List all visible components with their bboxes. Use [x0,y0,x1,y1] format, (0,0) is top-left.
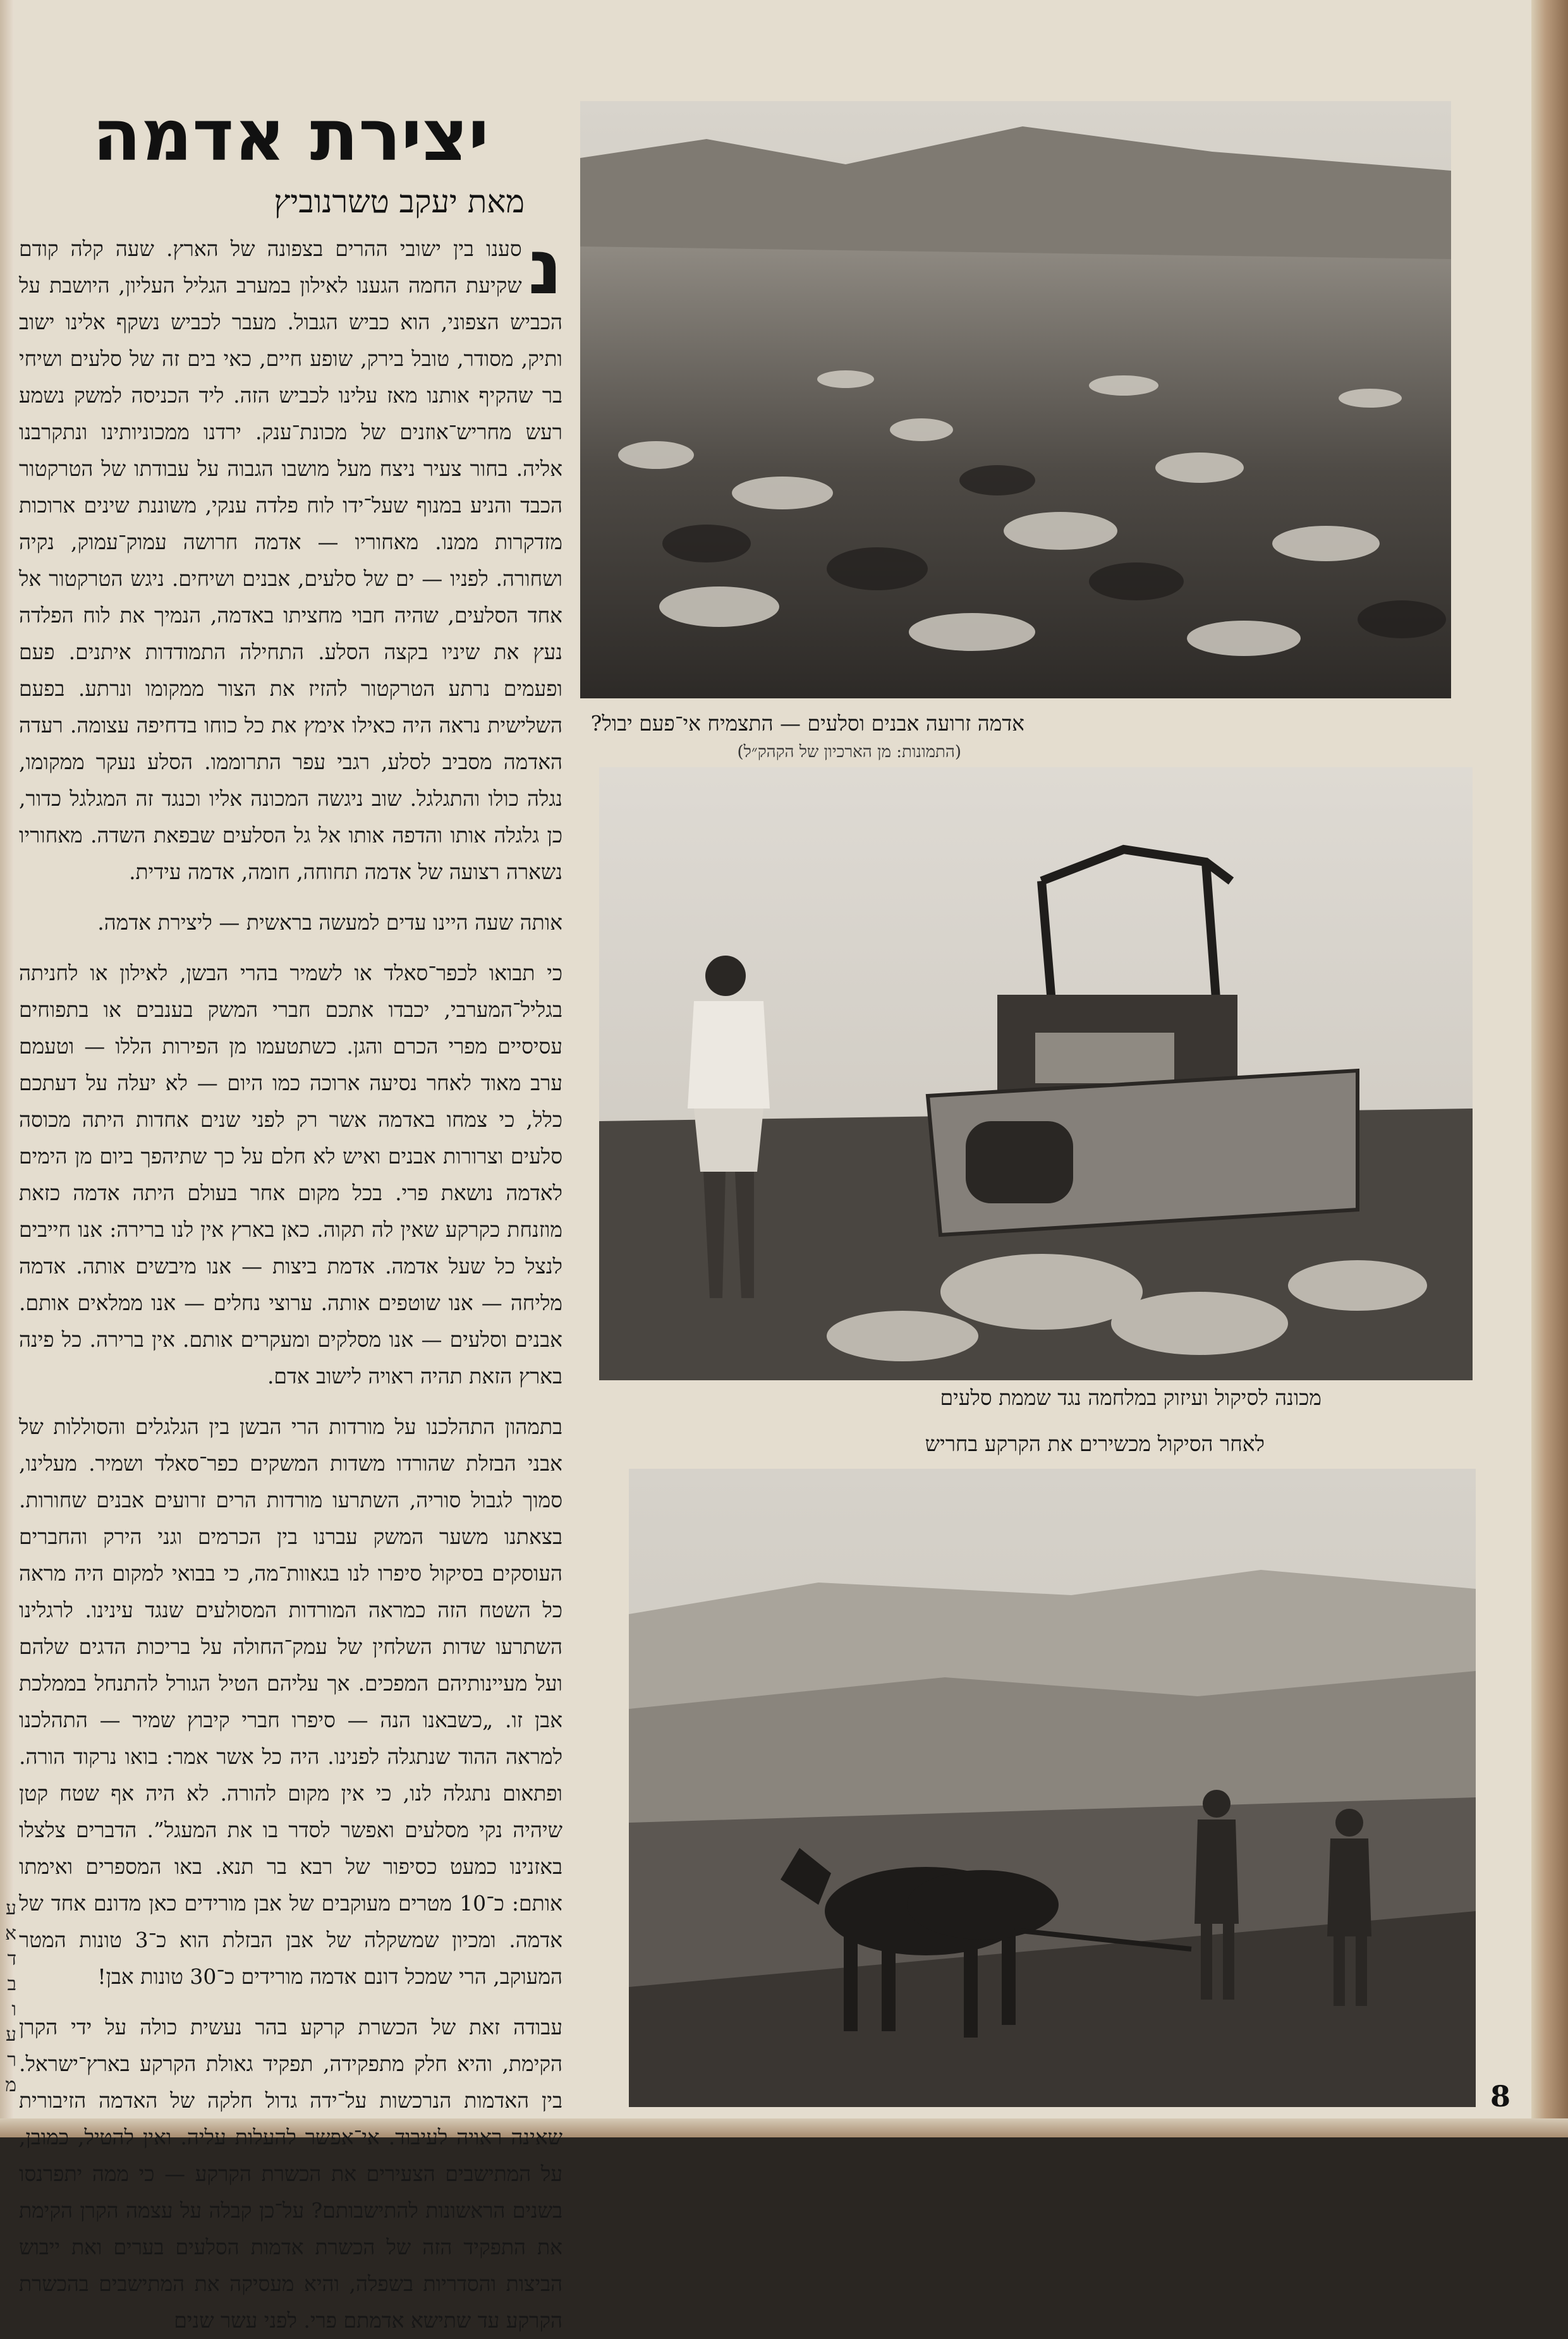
photo-3-caption: לאחר הסיקול מכשירים את הקרקע בחריש [925,1431,1265,1456]
article-body [19,224,563,2333]
paragraph-1-text: סענו בין ישובי ההרים בצפונה של הארץ. שעה קלה קודם שקיעת החמה הגענו לאילון במערב הגליל העליון, היושבת על הכביש הצפוני, הוא כביש הגבול. מעבר לכביש נשקף אלינו ישוב ותיק, מסודר, טובל בירק, שופע חיים, כאי בים זה של סלעים ושיחי בר שהקיף אותנו מאז עלינו לכביש הזה. ליד הכניסה למשק נשמע רעש מחריש־אוזנים של מכונת־ענק. ירדנו ממכוניותינו ונתקרבנו אליה. בחור צעיר ניצח מעל מושבו הגבוה על עבודתו של הטרקטור הכבד והניע במנוף שעל־ידו לוח פלדה ענקי, משוננת שינים ארוכות מזדקרות ממנו. מאחוריו — אדמה חרושה עמוק־עמוק, נקיה ושחורה. לפניו — ים של סלעים, אבנים ושיחים. ניגש הטרקטור אל אחד הסלעים, שהיה חבוי מחציתו באדמה, הנמיך את לוח הפלדה נעץ את שיניו בקצה הסלע. התחילה התמודדות איתנים. פעם ופעמים נרתע הטרקטור להזיז את הצור ממקומו ונרתע. בפעם השלישית נראה היה כאילו אימץ את כל כוחו בדחיפה עצומה. רעדה האדמה מסביב לסלע, רגבי עפר התרוממו. הסלע נעקר ממקומו, נגלה כולו והתגלגל. שוב ניגשה המכונה אליו וכנגד זה המגלגל כדור, כן גלגלה אותו והדפה אותו אל גל הסלעים שבפאת השדה. מאחוריו נשארה רצועה של אדמה תחוחה, חומה, אדמה עידית. [19,236,562,884]
page-edge [1531,0,1568,2137]
paragraph-2: אותה שעה היינו עדים למעשה בראשית — ליצירת אדמה. [97,910,562,935]
article [19,95,563,2333]
gutter-letter: ע [6,2024,16,2046]
gutter-letter: ד [7,1948,16,1970]
gutter-letter: ע [6,1897,16,1919]
paragraph-5: עבודה זאת של הכשרת קרקע בהר נעשית כולה על ידי הקרן הקימת, והיא חלק מתפקידה, תפקיד גאולת הקרקע בארץ־ישראל. בין האדמות הנרכשות על־ידה גדול חלקה של האדמה הזיבורית שאינה ראויה לעיבוד. אי־אפשר להעלות עליה. ואין להטיל, כמובן, על המתישבים הצעירים את הכשרת הקרקע — כי ממה יתפרנסו בשנים הראשונות להתישבותם? על־כן קבלה על עצמה הקרן הקימת את התפקיד הזה של הכשרת אדמות הסלעים בערים ואת ייבוש הביצות והסדריות בשפלה, והיא מעסיקה את המתישבים בהכשרת הקרקע עד שתישא אדמתם פרי. לפני עשר שנים [19,2015,562,2333]
paragraph-3: כי תבואו לכפר־סאלד או לשמיר בהרי הבשן, לאילון או לחניתה בגליל־המערבי, יכבדו אתכם חברי המשק בענבים או בתפוחים עסיסיים מפרי הכרם והגן. כשתטעמו מן הפירות הללו — וטעמם ערב מאוד לאחר נסיעה ארוכה כמו היום — לא יעלה על דעתכם כלל, כי צמחו באדמה אשר רק לפני שנים אחדות היתה מכוסה סלעים וצרורות אבנים ואיש לא חלם על כך שתיהפך ביום מן הימים לאדמה נושאת פרי. בכל מקום אחר בעולם היתה אדמה כזאת מוזנחת כקרקע שאין לה תקוה. כאן בארץ אין לנו ברירה: אנו חייבים לנצל כל שעל אדמה. אדמת ביצות — אנו מיבשים אותה. אדמה מליחה — אנו שוטפים אותה. ערוצי נחלים — אנו ממלאים אותם. אבנים וסלעים — אנו מסלקים ומעקרים אותם. אין ברירה. כל פינה בארץ הזאת תהיה ראויה לישוב אדם. [19,961,562,1388]
gutter-letter: מ [5,2074,16,2096]
gutter-letter: ר [7,2049,16,2071]
paragraph-4: בתמהון התהלכנו על מורדות הרי הבשן בין הגלגלים והסוללות של אבני הבזלת שהורדו משדות המשקים כפר־סאלד ושמיר. מעלינו, סמוך לגבול סוריה, השתרעו מורדות הרים זרועים אבנים שחורות. בצאתנו משער המשק עברנו בין הכרמים וגני הירק והחברים העוסקים בסיקול סיפרו לנו בגאוות־מה, כי בבואי למקום היה מראה כל השטח הזה כמראה המורדות המסולעים שנגד עינינו. לרגלינו השתרעו שדות השלחין של עמק־החולה על בריכות הדגים שלהם ועל מעיינותיהם המפכים. אך עליהם הטיל הגורל להתנחל בממלכת אבן זו. „כשבאנו הנה — סיפרו חברי קיבוץ שמיר — התהלכנו למראה ההוד שנתגלה לפנינו. היה כל אשר אמר: בואו נרקוד הורה. ופתאום נתגלה לנו, כי אין מקום להורה. לא היה אף שטח קטן שיהיה נקי מסלעים ואפשר לסדר בו את המעגל”. הדברים צלצלו באזנינו כמעט כסיפור של רבא בר תנא. באו המספרים ואימתו אותם: כ־10 מטרים מעוקבים של אבן מורידים כאן מדונם אחד של אדמה. ומכיון שמשקלה של אבן הבזלת הוא כ־3 טונות המטר המעוקב, הרי שמכל דונם אדמה מורידים כ־30 טונות אבן! [19,1414,563,1989]
article-byline: מאת יעקב טשרנוביץ [274,183,525,220]
gutter-letter: א [4,1923,16,1945]
paragraph-1 [19,224,562,890]
photo-2-caption: מכונה לסיקול ועיזוק במלחמה נגד שממת סלעים [940,1385,1322,1410]
gutter-letter: ו [11,1998,16,2020]
page-number: 8 [1490,2079,1511,2113]
photo-credit: (התמונות: מן הארכיון של הקהק״ל) [737,743,961,762]
photo-plowing [629,1469,1476,2107]
photo-bulldozer [599,767,1473,1380]
gutter-letter: ב [7,1973,16,1995]
adjacent-page-gutter-text [0,1896,16,2123]
photo-rocky-field [580,101,1451,698]
article-title: יצירת אדמה [92,95,489,177]
drop-cap: נ [528,224,562,312]
photo-1-caption: אדמה זרועה אבנים וסלעים — התצמיח אי־פעם יבול? [590,711,1024,736]
binding-left [0,0,14,2137]
